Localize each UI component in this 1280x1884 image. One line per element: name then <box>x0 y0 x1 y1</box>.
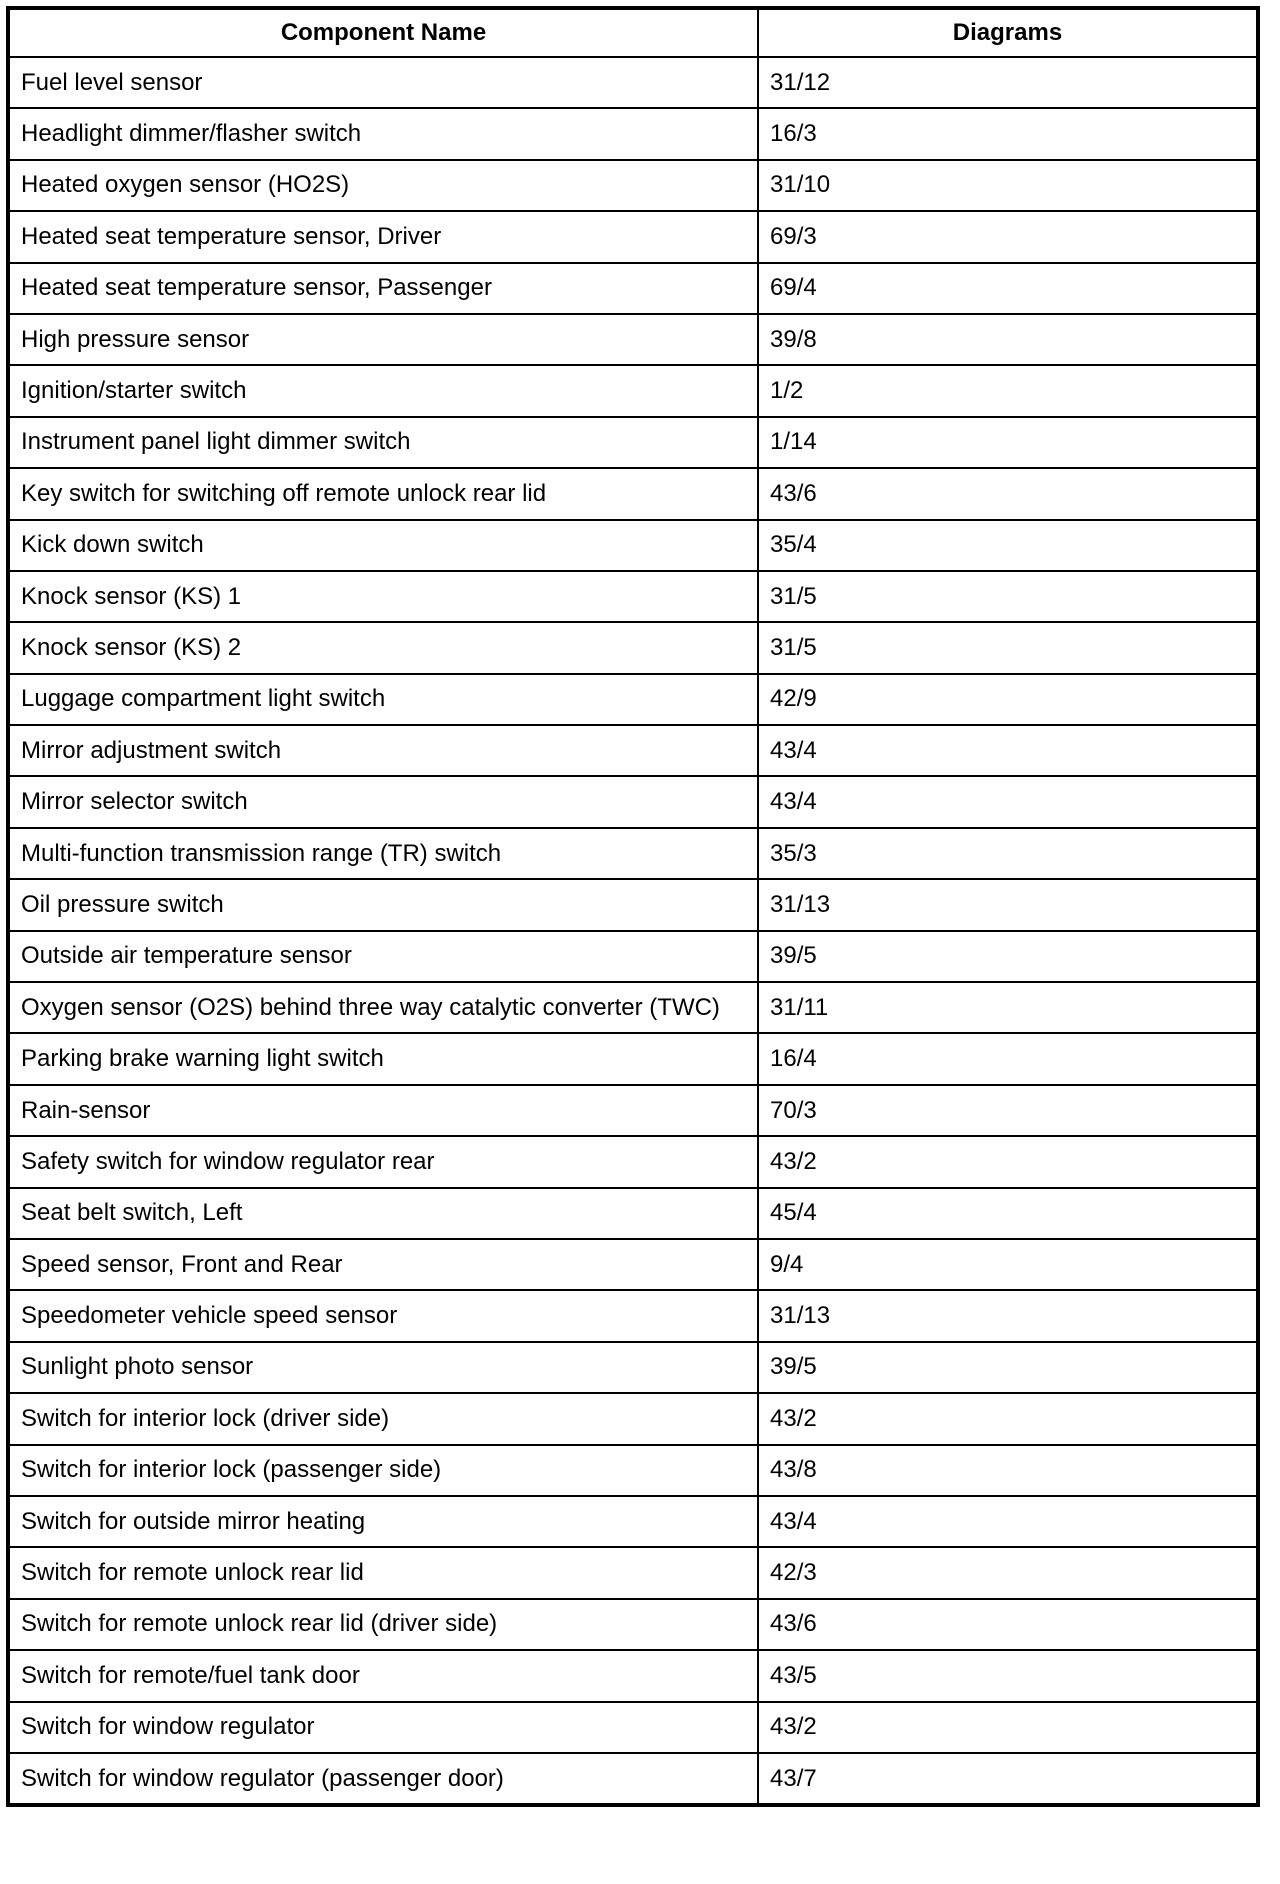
component-name-cell: Switch for interior lock (passenger side) <box>8 1445 758 1496</box>
table-row <box>8 468 1258 519</box>
diagrams-cell: 9/4 <box>758 1239 1258 1290</box>
diagrams-cell: 1/2 <box>758 365 1258 416</box>
diagrams-cell: 69/4 <box>758 263 1258 314</box>
diagrams-cell: 43/4 <box>758 725 1258 776</box>
component-table <box>6 6 1260 1807</box>
table-row <box>8 1599 1258 1650</box>
table-row <box>8 1136 1258 1187</box>
table-row <box>8 108 1258 159</box>
diagrams-cell: 31/11 <box>758 982 1258 1033</box>
diagrams-cell: 31/13 <box>758 879 1258 930</box>
component-name-cell: Oil pressure switch <box>8 879 758 930</box>
diagrams-cell: 43/4 <box>758 1496 1258 1547</box>
column-header-component-name: Component Name <box>8 8 758 57</box>
table-row <box>8 211 1258 262</box>
diagrams-cell: 43/6 <box>758 468 1258 519</box>
table-row <box>8 982 1258 1033</box>
component-name-cell: Heated oxygen sensor (HO2S) <box>8 160 758 211</box>
component-name-cell: Switch for remote unlock rear lid <box>8 1547 758 1598</box>
table-row <box>8 879 1258 930</box>
table-row <box>8 828 1258 879</box>
table-row <box>8 1188 1258 1239</box>
table-row <box>8 520 1258 571</box>
diagrams-cell: 43/2 <box>758 1702 1258 1753</box>
component-name-cell: Multi-function transmission range (TR) switch <box>8 828 758 879</box>
component-name-cell: Heated seat temperature sensor, Passenger <box>8 263 758 314</box>
diagrams-cell: 31/12 <box>758 57 1258 108</box>
table-row <box>8 931 1258 982</box>
diagrams-cell: 39/5 <box>758 1342 1258 1393</box>
table-row <box>8 263 1258 314</box>
component-name-cell: Switch for remote/fuel tank door <box>8 1650 758 1701</box>
component-name-cell: Key switch for switching off remote unlock rear lid <box>8 468 758 519</box>
component-name-cell: Safety switch for window regulator rear <box>8 1136 758 1187</box>
table-row <box>8 57 1258 108</box>
diagrams-cell: 31/13 <box>758 1290 1258 1341</box>
diagrams-cell: 16/4 <box>758 1033 1258 1084</box>
component-name-cell: Mirror selector switch <box>8 776 758 827</box>
table-row <box>8 417 1258 468</box>
table-row <box>8 1085 1258 1136</box>
component-name-cell: Kick down switch <box>8 520 758 571</box>
table-row <box>8 365 1258 416</box>
table-row <box>8 1496 1258 1547</box>
component-name-cell: Sunlight photo sensor <box>8 1342 758 1393</box>
header-row <box>8 8 1258 57</box>
diagrams-cell: 35/4 <box>758 520 1258 571</box>
diagrams-cell: 43/4 <box>758 776 1258 827</box>
diagrams-cell: 35/3 <box>758 828 1258 879</box>
table-row <box>8 571 1258 622</box>
diagrams-cell: 43/2 <box>758 1393 1258 1444</box>
component-name-cell: Headlight dimmer/flasher switch <box>8 108 758 159</box>
component-name-cell: Speed sensor, Front and Rear <box>8 1239 758 1290</box>
component-name-cell: Speedometer vehicle speed sensor <box>8 1290 758 1341</box>
component-name-cell: Switch for window regulator <box>8 1702 758 1753</box>
diagrams-cell: 43/8 <box>758 1445 1258 1496</box>
table-row <box>8 1445 1258 1496</box>
component-name-cell: Fuel level sensor <box>8 57 758 108</box>
component-name-cell: Outside air temperature sensor <box>8 931 758 982</box>
diagrams-cell: 45/4 <box>758 1188 1258 1239</box>
table-row <box>8 1033 1258 1084</box>
diagrams-cell: 42/3 <box>758 1547 1258 1598</box>
component-name-cell: Parking brake warning light switch <box>8 1033 758 1084</box>
table-row <box>8 725 1258 776</box>
table-row <box>8 1702 1258 1753</box>
component-name-cell: Instrument panel light dimmer switch <box>8 417 758 468</box>
table-row <box>8 1547 1258 1598</box>
diagrams-cell: 31/5 <box>758 571 1258 622</box>
component-name-cell: Switch for outside mirror heating <box>8 1496 758 1547</box>
component-name-cell: Luggage compartment light switch <box>8 674 758 725</box>
table-row <box>8 1393 1258 1444</box>
component-name-cell: Knock sensor (KS) 2 <box>8 622 758 673</box>
diagrams-cell: 31/10 <box>758 160 1258 211</box>
table-row <box>8 1342 1258 1393</box>
diagrams-cell: 42/9 <box>758 674 1258 725</box>
table-row <box>8 674 1258 725</box>
table-body <box>8 57 1258 1805</box>
component-name-cell: Rain-sensor <box>8 1085 758 1136</box>
component-name-cell: Knock sensor (KS) 1 <box>8 571 758 622</box>
table-row <box>8 314 1258 365</box>
component-name-cell: Switch for interior lock (driver side) <box>8 1393 758 1444</box>
table-row <box>8 1650 1258 1701</box>
diagrams-cell: 69/3 <box>758 211 1258 262</box>
table-row <box>8 1239 1258 1290</box>
table-row <box>8 622 1258 673</box>
column-header-diagrams: Diagrams <box>758 8 1258 57</box>
diagrams-cell: 31/5 <box>758 622 1258 673</box>
diagrams-cell: 1/14 <box>758 417 1258 468</box>
component-name-cell: Mirror adjustment switch <box>8 725 758 776</box>
table-header <box>8 8 1258 57</box>
table-row <box>8 1753 1258 1805</box>
diagrams-cell: 43/7 <box>758 1753 1258 1805</box>
diagrams-cell: 70/3 <box>758 1085 1258 1136</box>
component-name-cell: Seat belt switch, Left <box>8 1188 758 1239</box>
diagrams-cell: 39/5 <box>758 931 1258 982</box>
diagrams-cell: 16/3 <box>758 108 1258 159</box>
diagrams-cell: 39/8 <box>758 314 1258 365</box>
component-name-cell: Heated seat temperature sensor, Driver <box>8 211 758 262</box>
table-row <box>8 1290 1258 1341</box>
component-name-cell: Switch for window regulator (passenger door) <box>8 1753 758 1805</box>
diagrams-cell: 43/6 <box>758 1599 1258 1650</box>
table-row <box>8 160 1258 211</box>
component-name-cell: High pressure sensor <box>8 314 758 365</box>
diagrams-cell: 43/5 <box>758 1650 1258 1701</box>
component-name-cell: Ignition/starter switch <box>8 365 758 416</box>
component-name-cell: Switch for remote unlock rear lid (driver side) <box>8 1599 758 1650</box>
diagrams-cell: 43/2 <box>758 1136 1258 1187</box>
component-name-cell: Oxygen sensor (O2S) behind three way catalytic converter (TWC) <box>8 982 758 1033</box>
table-row <box>8 776 1258 827</box>
